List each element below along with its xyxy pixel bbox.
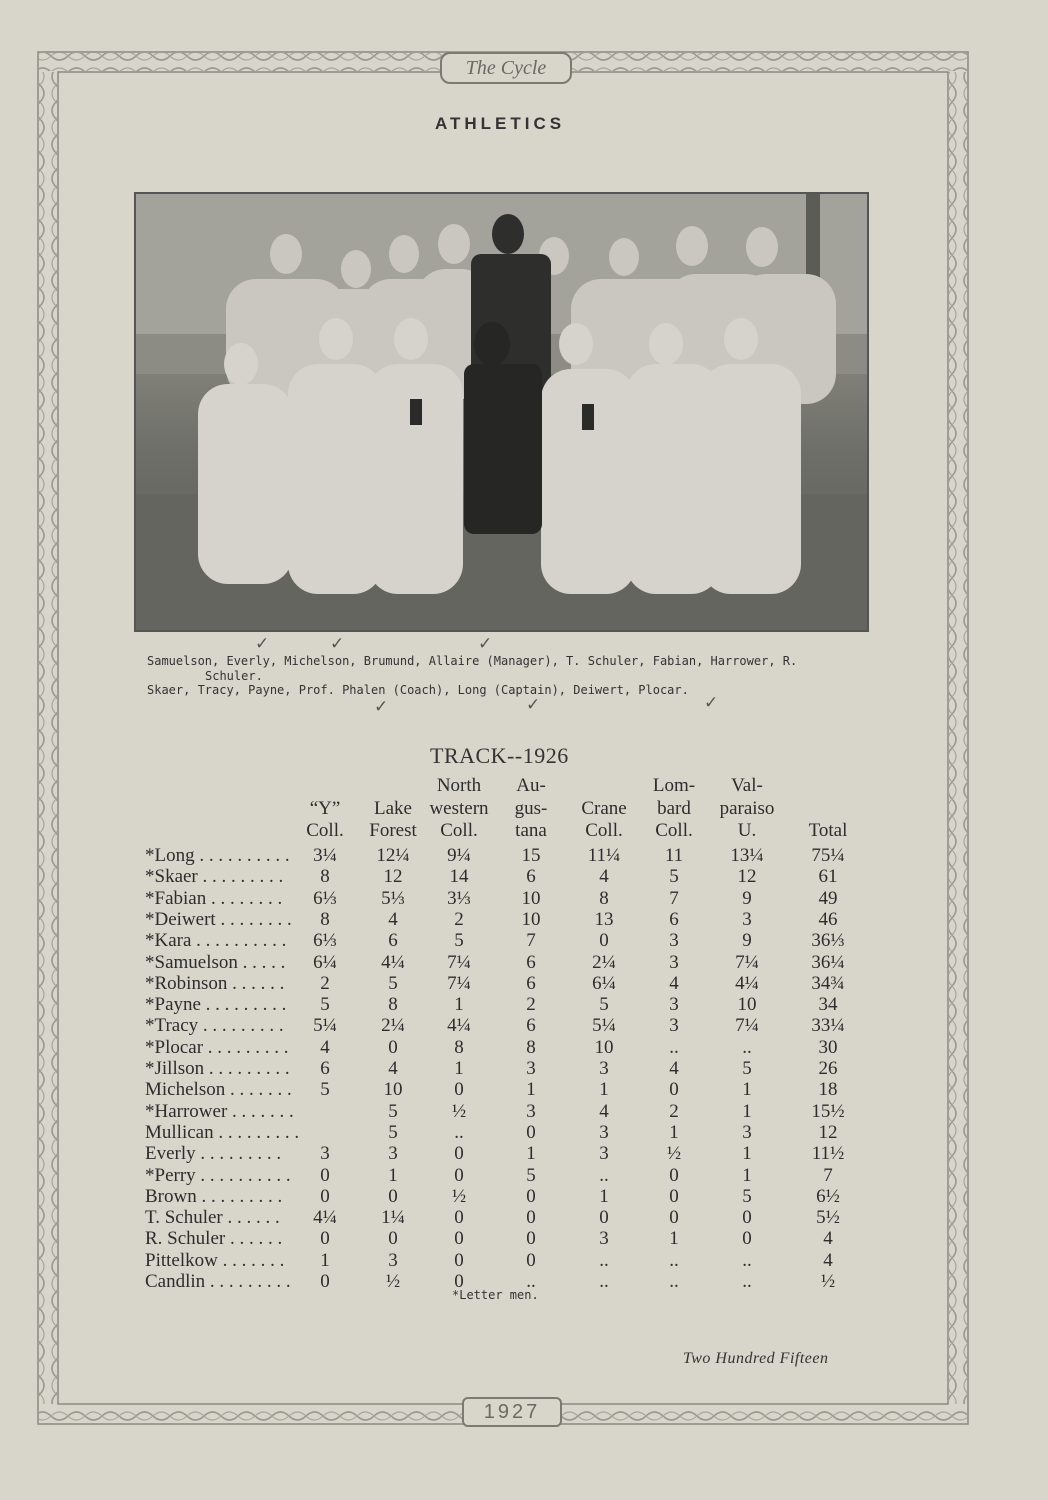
score-cell: 3 — [742, 908, 752, 930]
athlete-name: Candlin . . . . . . . . . — [145, 1271, 291, 1292]
score-cell: 0 — [742, 1207, 752, 1229]
score-cell: 12 — [383, 866, 403, 888]
score-cell: 3 — [388, 1249, 398, 1271]
score-cell: 9¼ — [447, 845, 471, 866]
check-mark-1: ✓ — [255, 634, 270, 654]
score-cell: 11¼ — [587, 845, 621, 866]
column-header: bard — [657, 798, 691, 819]
score-cell: 34 — [818, 994, 838, 1016]
column-header: Crane — [581, 798, 627, 819]
score-cell: 61 — [818, 866, 838, 888]
column-header: North — [436, 775, 482, 796]
score-cell: 0 — [388, 1228, 398, 1250]
athlete-name: *Samuelson . . . . . — [145, 951, 286, 973]
score-cell: 6½ — [816, 1185, 840, 1207]
score-cell: ½ — [820, 1271, 836, 1292]
score-cell: 3 — [669, 1015, 679, 1037]
check-mark-6: ✓ — [704, 693, 719, 713]
score-cell: 5 — [388, 1121, 398, 1143]
column-header: Coll. — [585, 820, 623, 841]
score-cell: 2¼ — [592, 951, 616, 973]
column-header: Au- — [516, 775, 546, 796]
score-cell: 49 — [818, 887, 838, 909]
score-cell: 0 — [320, 1185, 330, 1207]
score-cell: 7¼ — [447, 951, 471, 973]
track-table-title: TRACK--1926 — [430, 743, 569, 768]
column-header: Val- — [731, 775, 763, 796]
score-cell: 3 — [742, 1121, 752, 1143]
athlete-name: Michelson . . . . . . . — [145, 1079, 292, 1101]
athlete-name: Mullican . . . . . . . . . — [145, 1121, 300, 1143]
score-cell: 0 — [669, 1207, 679, 1229]
score-cell: 0 — [669, 1079, 679, 1101]
score-cell: 75¼ — [811, 845, 845, 866]
score-cell: 0 — [599, 1207, 609, 1229]
score-cell: 0 — [320, 1164, 330, 1186]
score-cell: .. — [742, 1271, 752, 1292]
score-cell: 1 — [526, 1079, 536, 1101]
score-cell: 5 — [742, 1185, 752, 1207]
score-cell: .. — [742, 1249, 752, 1271]
score-cell: 5 — [388, 972, 398, 994]
photo-caption-row2: Skaer, Tracy, Payne, Prof. Phalen (Coach), Long (Captain), Deiwert, Plocar. — [147, 683, 689, 697]
score-cell: 0 — [388, 1036, 398, 1058]
score-cell: 10 — [521, 887, 541, 909]
column-header: Coll. — [306, 820, 344, 841]
score-cell: .. — [669, 1271, 679, 1292]
athlete-name: *Perry . . . . . . . . . . — [145, 1164, 291, 1186]
score-cell: 10 — [521, 908, 541, 930]
score-cell: 4 — [388, 1058, 398, 1079]
score-cell: 4 — [599, 1100, 609, 1122]
score-cell: 0 — [320, 1228, 330, 1250]
score-cell: 4¼ — [735, 972, 759, 994]
score-cell: .. — [599, 1249, 609, 1271]
column-header: paraiso — [719, 798, 775, 819]
column-header: tana — [515, 820, 547, 841]
score-cell: 9 — [742, 887, 752, 909]
score-cell: 3 — [599, 1228, 609, 1250]
team-photo-illustration — [136, 194, 867, 630]
score-cell: 7 — [526, 930, 536, 952]
score-cell: 6¼ — [313, 951, 337, 973]
score-cell: 1¼ — [381, 1207, 405, 1229]
score-cell: 4 — [320, 1036, 330, 1058]
score-cell: ½ — [451, 1185, 467, 1207]
score-cell: 5¼ — [313, 1015, 337, 1037]
score-cell: 1 — [742, 1100, 752, 1122]
score-cell: 0 — [526, 1228, 536, 1250]
score-cell: 7 — [823, 1164, 833, 1186]
score-cell: 4 — [823, 1228, 833, 1250]
column-header: Forest — [369, 820, 417, 841]
athlete-name: *Long . . . . . . . . . . — [145, 845, 290, 866]
cycle-emblem: The Cycle — [440, 52, 572, 84]
score-cell: 30 — [818, 1036, 838, 1058]
score-cell: 0 — [388, 1185, 398, 1207]
photo-caption-row1 — [147, 654, 867, 684]
score-cell: 0 — [599, 930, 609, 952]
score-cell: 3 — [526, 1058, 536, 1079]
score-cell: 5¼ — [592, 1015, 616, 1037]
score-cell: .. — [669, 1249, 679, 1271]
score-cell: 11½ — [811, 1143, 845, 1165]
page-number: Two Hundred Fifteen — [683, 1350, 829, 1367]
score-cell: .. — [742, 1036, 752, 1058]
score-cell: 11 — [664, 845, 684, 866]
score-cell: 2 — [320, 972, 330, 994]
score-cell: 12¼ — [376, 845, 410, 866]
score-cell: 10 — [383, 1079, 403, 1101]
column-header: gus- — [514, 798, 548, 819]
score-cell: 6 — [526, 1015, 536, 1037]
athlete-name: *Skaer . . . . . . . . . — [145, 866, 284, 888]
column-header: Coll. — [440, 820, 478, 841]
score-cell: 8 — [454, 1036, 464, 1058]
score-cell: ½ — [451, 1100, 467, 1122]
score-cell: 15½ — [811, 1100, 845, 1122]
score-cell: 7 — [669, 887, 679, 909]
score-cell: 1 — [599, 1185, 609, 1207]
athlete-name: *Payne . . . . . . . . . — [145, 994, 287, 1016]
score-cell: 1 — [742, 1079, 752, 1101]
score-cell: 36¼ — [811, 951, 845, 973]
score-cell: 14 — [449, 866, 469, 888]
score-cell: 3 — [669, 930, 679, 952]
score-cell: 0 — [669, 1185, 679, 1207]
score-cell: 5 — [320, 994, 330, 1016]
score-cell: 7¼ — [735, 951, 759, 973]
score-cell: 1 — [669, 1121, 679, 1143]
score-cell: 5 — [454, 930, 464, 952]
score-cell: 1 — [320, 1249, 330, 1271]
page-title: ATHLETICS — [434, 114, 566, 133]
year-emblem: 1927 — [462, 1397, 562, 1427]
athlete-name: *Deiwert . . . . . . . . — [145, 908, 292, 930]
score-cell: 4 — [669, 972, 679, 994]
column-header: U. — [737, 820, 757, 841]
athlete-name: R. Schuler . . . . . . — [145, 1228, 283, 1250]
score-cell: 3 — [669, 951, 679, 973]
score-cell: 10 — [737, 994, 757, 1016]
score-cell: 0 — [526, 1121, 536, 1143]
score-cell: 0 — [669, 1164, 679, 1186]
score-cell: 7¼ — [735, 1015, 759, 1037]
column-header: Coll. — [655, 820, 693, 841]
score-cell: ½ — [666, 1143, 682, 1165]
score-cell: 2 — [454, 908, 464, 930]
athlete-name: *Kara . . . . . . . . . . — [145, 930, 287, 952]
score-cell: .. — [526, 1271, 536, 1292]
score-cell: 8 — [388, 994, 398, 1016]
photo-caption-row1-continued: Schuler. — [205, 669, 263, 683]
score-cell: 13 — [594, 908, 614, 930]
score-cell: 0 — [454, 1079, 464, 1101]
score-cell: 46 — [818, 908, 838, 930]
score-cell: .. — [669, 1036, 679, 1058]
score-cell: 10 — [594, 1036, 614, 1058]
check-mark-3: ✓ — [478, 634, 493, 654]
score-cell: .. — [599, 1271, 609, 1292]
score-cell: 1 — [599, 1079, 609, 1101]
score-cell: 5 — [742, 1058, 752, 1079]
photo-caption-row1-text: Samuelson, Everly, Michelson, Brumund, Allaire (Manager), T. Schuler, Fabian, Harrower, R. — [147, 654, 798, 668]
score-cell: 4¼ — [381, 951, 405, 973]
score-cell: 0 — [454, 1249, 464, 1271]
score-cell: 4¼ — [313, 1207, 337, 1229]
score-cell: 1 — [454, 994, 464, 1016]
score-cell: 6⅓ — [313, 887, 337, 909]
score-cell: 18 — [818, 1079, 838, 1101]
score-cell: 1 — [669, 1228, 679, 1250]
column-header: Lake — [374, 798, 412, 819]
athlete-name: Brown . . . . . . . . . — [145, 1185, 283, 1207]
score-cell: 3 — [320, 1143, 330, 1165]
score-cell: 0 — [454, 1143, 464, 1165]
team-photo — [134, 192, 869, 632]
score-cell: ½ — [385, 1271, 401, 1292]
score-cell: 6 — [320, 1058, 330, 1079]
score-cell: 0 — [454, 1164, 464, 1186]
score-cell: 13¼ — [730, 845, 764, 866]
column-header: Total — [808, 820, 848, 841]
check-mark-5: ✓ — [526, 695, 541, 715]
score-cell: 2¼ — [381, 1015, 405, 1037]
score-cell: 3 — [526, 1100, 536, 1122]
athlete-name: *Robinson . . . . . . — [145, 972, 285, 994]
score-cell: 4 — [669, 1058, 679, 1079]
score-cell: 3 — [599, 1143, 609, 1165]
score-cell: 0 — [742, 1228, 752, 1250]
score-cell: 5 — [669, 866, 679, 888]
score-cell: 5 — [320, 1079, 330, 1101]
score-cell: 1 — [526, 1143, 536, 1165]
score-cell: 0 — [526, 1249, 536, 1271]
score-cell: 6 — [669, 908, 679, 930]
score-cell: 3¼ — [313, 845, 337, 866]
score-cell: 3 — [599, 1121, 609, 1143]
score-cell: 6 — [526, 866, 536, 888]
score-cell: 2 — [669, 1100, 679, 1122]
athlete-name: *Tracy . . . . . . . . . — [145, 1015, 284, 1037]
score-cell: 6⅓ — [313, 930, 337, 952]
score-cell: 0 — [454, 1207, 464, 1229]
athlete-name: Pittelkow . . . . . . . — [145, 1249, 285, 1271]
score-cell: 33¼ — [811, 1015, 845, 1037]
column-header: “Y” — [309, 798, 341, 819]
athlete-name: *Plocar . . . . . . . . . — [145, 1036, 289, 1058]
check-mark-2: ✓ — [330, 634, 345, 654]
score-cell: 3 — [388, 1143, 398, 1165]
score-cell: 0 — [526, 1207, 536, 1229]
score-cell: 8 — [320, 908, 330, 930]
score-cell: 6 — [388, 930, 398, 952]
score-cell: 0 — [454, 1228, 464, 1250]
score-cell: 0 — [454, 1271, 464, 1292]
score-cell: 1 — [742, 1143, 752, 1165]
column-header: western — [429, 798, 489, 819]
score-cell: 3 — [669, 994, 679, 1016]
score-cell: 12 — [737, 866, 757, 888]
score-cell: 0 — [320, 1271, 330, 1292]
score-cell: 5 — [599, 994, 609, 1016]
score-cell: 8 — [526, 1036, 536, 1058]
score-cell: 2 — [526, 994, 536, 1016]
score-cell: 4 — [823, 1249, 833, 1271]
score-cell: 6 — [526, 972, 536, 994]
score-cell: 9 — [742, 930, 752, 952]
score-cell: 4 — [388, 908, 398, 930]
score-cell: 15 — [521, 845, 541, 866]
score-cell: 3 — [599, 1058, 609, 1079]
athlete-name: *Jillson . . . . . . . . . — [145, 1058, 290, 1079]
table-footnote: *Letter men. — [452, 1288, 539, 1302]
score-cell: .. — [599, 1164, 609, 1186]
column-header: Lom- — [652, 775, 696, 796]
score-cell: 6¼ — [592, 972, 616, 994]
score-cell: 12 — [818, 1121, 838, 1143]
score-cell: 34¾ — [811, 972, 845, 994]
score-cell: 3⅓ — [447, 887, 471, 909]
athlete-name: T. Schuler . . . . . . — [145, 1207, 280, 1229]
check-mark-4: ✓ — [374, 697, 389, 717]
score-cell: 8 — [599, 887, 609, 909]
score-cell: 6 — [526, 951, 536, 973]
score-cell: 5½ — [816, 1207, 840, 1229]
score-cell: .. — [454, 1121, 464, 1143]
score-cell: 26 — [818, 1058, 838, 1079]
athlete-name: Everly . . . . . . . . . — [145, 1143, 282, 1165]
score-cell: 4¼ — [447, 1015, 471, 1037]
score-cell: 5⅓ — [381, 887, 405, 909]
score-cell: 36⅓ — [811, 930, 845, 952]
athlete-name: *Fabian . . . . . . . . — [145, 887, 283, 909]
score-cell: 0 — [526, 1185, 536, 1207]
athlete-name: *Harrower . . . . . . . — [145, 1100, 294, 1122]
score-cell: 7¼ — [447, 972, 471, 994]
score-cell: 5 — [388, 1100, 398, 1122]
score-cell: 8 — [320, 866, 330, 888]
score-cell: 1 — [388, 1164, 398, 1186]
score-cell: 4 — [599, 866, 609, 888]
score-cell: 1 — [454, 1058, 464, 1079]
score-cell: 1 — [742, 1164, 752, 1186]
score-cell: 5 — [526, 1164, 536, 1186]
